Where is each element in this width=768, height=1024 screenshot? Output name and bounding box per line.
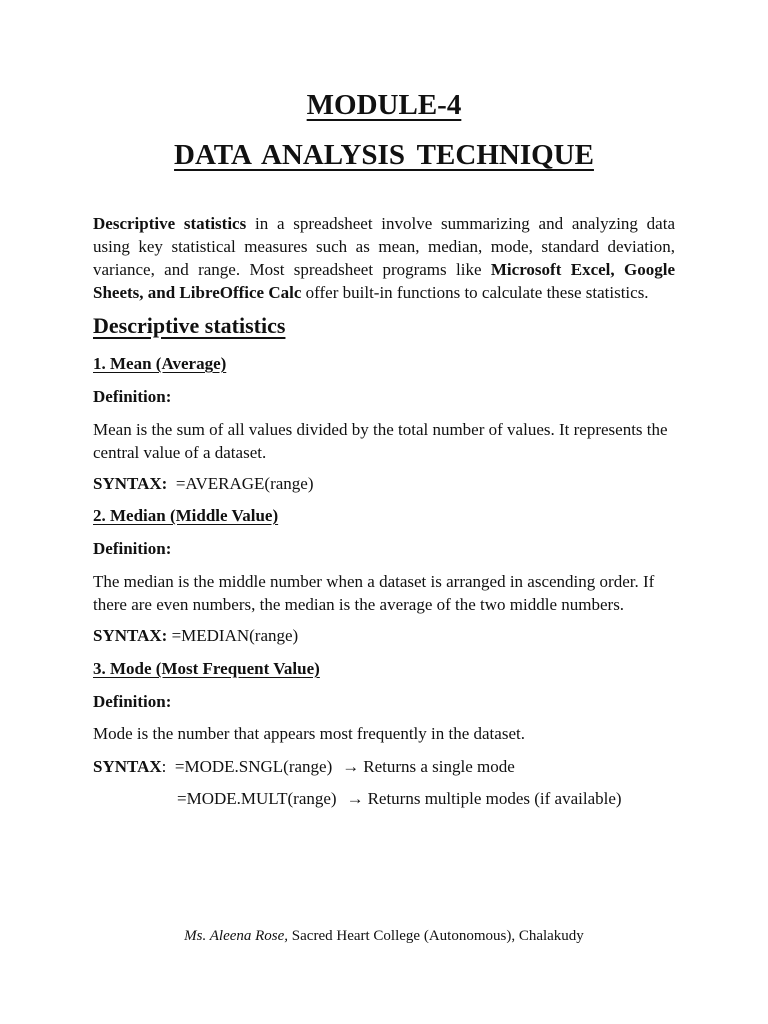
median-syntax-label: SYNTAX: <box>93 626 168 645</box>
mean-syntax-value: =AVERAGE(range) <box>175 474 314 493</box>
mean-definition-text: Mean is the sum of all values divided by the total number of values. It represents the central value of a dataset. <box>93 420 668 462</box>
arrow-right-icon: → <box>342 757 360 776</box>
main-title: DATA ANALYSIS TECHNIQUE <box>174 139 594 171</box>
median-syntax-value: =MEDIAN(range) <box>171 626 299 645</box>
intro-programs: Microsoft Excel, Google Sheets, and LibreOffice Calc <box>93 260 675 302</box>
intro-text-1: in a spreadsheet involve summarizing and analyzing data using key statistical measures such as mean, median, mode, standard deviation, variance, and range. Most spreadsheet programs like <box>93 214 675 279</box>
median-definition-label: Definition: <box>93 539 172 558</box>
mean-heading: 1. Mean (Average) <box>93 354 227 373</box>
median-heading: 2. Median (Middle Value) <box>93 506 279 525</box>
mode-syntax-colon: : <box>161 757 167 776</box>
mode-mult-description: Returns multiple modes (if available) <box>367 789 622 808</box>
mode-definition-label: Definition: <box>93 692 172 711</box>
intro-paragraph <box>93 212 675 304</box>
mean-definition-label: Definition: <box>93 387 172 406</box>
intro-text-2: offer built-in functions to calculate these statistics. <box>301 283 649 302</box>
mode-syntax-line-1 <box>93 755 515 778</box>
arrow-right-icon: → <box>346 789 364 808</box>
footer-institution: Sacred Heart College (Autonomous), Chalakudy <box>288 928 584 944</box>
mean-syntax-label: SYNTAX: <box>93 474 168 493</box>
median-definition-text: The median is the middle number when a dataset is arranged in ascending order. If there are even numbers, the median is the average of the two middle numbers. <box>93 572 655 614</box>
module-title: MODULE-4 <box>306 89 462 121</box>
mode-sngl-description: Returns a single mode <box>363 757 515 776</box>
mode-syntax-label: SYNTAX <box>93 757 162 776</box>
mode-heading: 3. Mode (Most Frequent Value) <box>93 659 320 678</box>
page-footer <box>0 926 768 946</box>
footer-author: Ms. Aleena Rose, <box>184 928 289 944</box>
mode-sngl-formula: =MODE.SNGL(range) <box>174 757 333 776</box>
section-heading: Descriptive statistics <box>93 313 286 338</box>
mode-definition-text: Mode is the number that appears most frequently in the dataset. <box>93 724 525 743</box>
median-syntax <box>93 624 298 647</box>
mean-syntax <box>93 472 314 495</box>
intro-term: Descriptive statistics <box>93 214 247 233</box>
mode-syntax-line-2 <box>177 787 622 810</box>
mode-mult-formula: =MODE.MULT(range) <box>177 789 337 808</box>
